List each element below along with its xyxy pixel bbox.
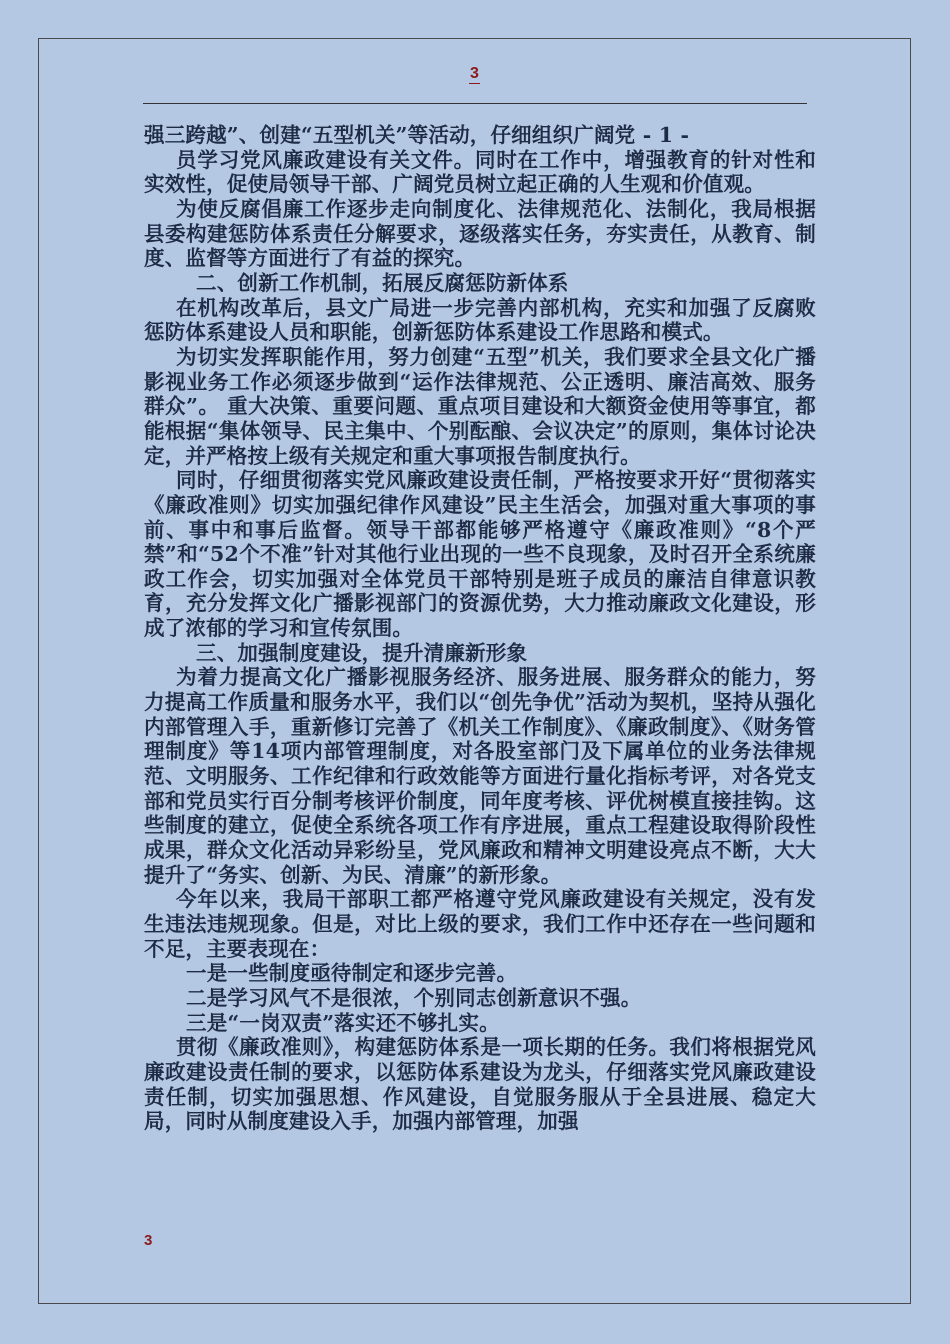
header-divider bbox=[143, 103, 807, 104]
list-item: 三是“一岗双责”落实还不够扎实。 bbox=[186, 1010, 500, 1035]
paragraph: 同时，仔细贯彻落实党风廉政建设责任制，严格按要求开好“贯彻落实《廉政准则》切实加强纪律作风建设”民主生活会，加强对重大事项的事前、事中和事后监督。领导干部都能够严格遵守《廉政准则》“8个严禁”和“52个不准”针对其他行业出现的一些不良现象，及时召开全系统廉政工作会，切实加强对全体党员干部特别是班子成员的廉洁自律意识教育，充分发挥文化广播影视部门的资源优势，大力推动廉政文化建设，形成了浓郁的学习和宣传氛围。 bbox=[144, 468, 816, 641]
list-item: 二是学习风气不是很浓，个别同志创新意识不强。 bbox=[186, 985, 642, 1010]
paragraph: 为切实发挥职能作用，努力创建“五型”机关，我们要求全县文化广播影视业务工作必须逐步做到“运作法律规范、公正透明、廉洁高效、服务群众”。 重大决策、重要问题、重点项目建设和大额资金使用等事宜，都能根据“集体领导、民主集中、个别酝酿、会议决定”的原则，集体讨论决定，并严格按上级有关规定和重大事项报告制度执行。 bbox=[144, 344, 816, 468]
paragraph: 今年以来，我局干部职工都严格遵守党风廉政建设有关规定，没有发生违法违规现象。但是，对比上级的要求，我们工作中还存在一些问题和不足，主要表现在： bbox=[144, 887, 816, 961]
paragraph: 为着力提高文化广播影视服务经济、服务进展、服务群众的能力，努力提高工作质量和服务水平，我们以“创先争优”活动为契机，坚持从强化内部管理入手，重新修订完善了《机关工作制度》、《廉政制度》、《财务管理制度》等14项内部管理制度，对各股室部门及下属单位的业务法律规范、文明服务、工作纪律和行政效能等方面进行量化指标考评，对各党支部和党员实行百分制考核评价制度，同年度考核、评优树模直接挂钩。这些制度的建立，促使全系统各项工作有序进展，重点工程建设取得阶段性成果，群众文化活动异彩纷呈，党风廉政和精神文明建设亮点不断，大大提升了“务实、创新、为民、清廉”的新形象。 bbox=[144, 665, 816, 887]
paragraph: 强三跨越”、创建“五型机关”等活动，仔细组织广阔党 - 1 - bbox=[144, 123, 690, 147]
section-heading: 二、创新工作机制，拓展反腐惩防新体系 bbox=[196, 270, 569, 295]
document-body bbox=[144, 123, 816, 1134]
list-item: 一是一些制度亟待制定和逐步完善。 bbox=[186, 961, 518, 986]
header-page-number: 3 bbox=[470, 65, 479, 82]
paragraph: 贯彻《廉政准则》，构建惩防体系是一项长期的任务。我们将根据党风廉政建设责任制的要求，以惩防体系建设为龙头，仔细落实党风廉政建设责任制，切实加强思想、作风建设，自觉服务服从于全县进展、稳定大局，同时从制度建设入手，加强内部管理，加强 bbox=[144, 1035, 816, 1134]
paragraph: 为使反腐倡廉工作逐步走向制度化、法律规范化、法制化，我局根据县委构建惩防体系责任分解要求，逐级落实任务，夯实责任，从教育、制度、监督等方面进行了有益的探究。 bbox=[144, 196, 816, 271]
document-page bbox=[38, 38, 911, 1304]
section-heading: 三、加强制度建设，提升清廉新形象 bbox=[196, 640, 528, 665]
paragraph: 在机构改革后，县文广局进一步完善内部机构，充实和加强了反腐败惩防体系建设人员和职能，创新惩防体系建设工作思路和模式。 bbox=[144, 295, 816, 345]
paragraph: 员学习党风廉政建设有关文件。同时在工作中，增强教育的针对性和实效性，促使局领导干部、广阔党员树立起正确的人生观和价值观。 bbox=[144, 147, 816, 197]
footer-page-number: 3 bbox=[144, 1232, 153, 1249]
